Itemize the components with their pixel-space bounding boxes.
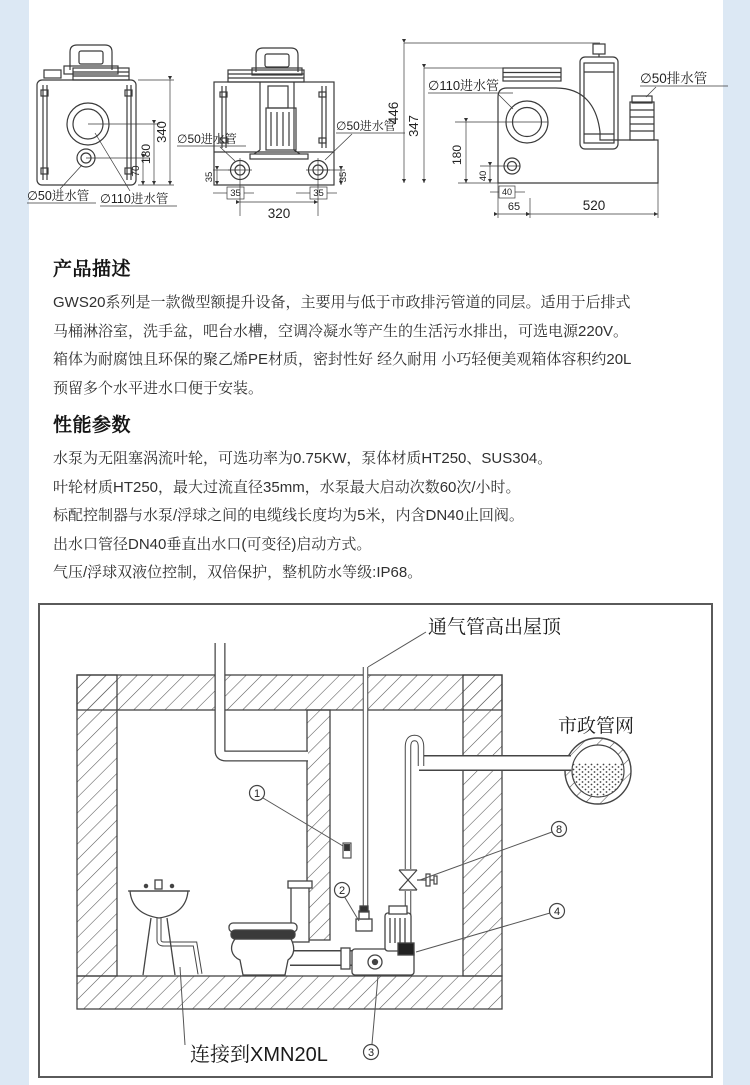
parameter-line: 出水口管径DN40垂直出水口(可变径)启动方式。 xyxy=(53,535,372,553)
callout-1-badge xyxy=(250,786,265,801)
dim-35-left-h: 35 xyxy=(230,188,241,199)
dim-340: 340 xyxy=(154,121,169,143)
callout-8-number: 8 xyxy=(555,824,563,836)
discharge-fitting xyxy=(398,943,414,955)
parameters-title: 性能参数 xyxy=(53,415,132,436)
dim-347: 347 xyxy=(406,115,421,137)
callout-8-badge xyxy=(552,822,567,837)
description-line: 预留多个水平进水口便于安装。 xyxy=(53,379,264,397)
description-title: 产品描述 xyxy=(53,259,132,280)
parameter-line: 标配控制器与水泵/浮球之间的电缆线长度均为5米，内含DN40止回阀。 xyxy=(53,507,524,524)
label-inlet50-right: ∅50进水管 xyxy=(336,119,396,133)
label-inlet50-front: ∅50进水管 xyxy=(27,189,90,203)
description-line: 马桶淋浴室，洗手盆，吧台水槽，空调冷凝水等产生的生活污水排出，可选电源220V。 xyxy=(53,322,629,340)
product-description-section xyxy=(53,254,712,403)
dim-520: 520 xyxy=(582,198,606,213)
side-view-drawing xyxy=(404,43,728,218)
callout-2-badge xyxy=(335,883,350,898)
parameter-line: 气压/浮球双液位控制，双倍保护，整机防水等级:IP68。 xyxy=(53,564,423,581)
callout-2-number: 2 xyxy=(338,885,346,897)
dim-180-side: 180 xyxy=(450,144,464,166)
dim-320: 320 xyxy=(267,206,291,221)
callout-4-number: 4 xyxy=(553,906,561,918)
partition-wall xyxy=(307,710,330,940)
dim-35-left-v: 35 xyxy=(204,171,215,183)
municipal-pipe-section xyxy=(565,738,631,804)
callout-3-number: 3 xyxy=(367,1047,375,1059)
dim-40-v: 40 xyxy=(478,170,489,182)
description-line: 箱体为耐腐蚀且环保的聚乙烯PE材质，密封性好 经久耐用 小巧轻便美观箱体容积约20L xyxy=(53,351,632,368)
label-inlet50-left: ∅50进水管 xyxy=(177,132,237,146)
dim-446: 446 xyxy=(386,101,401,125)
callout-1-number: 1 xyxy=(253,788,261,800)
dim-40-box: 40 xyxy=(501,187,513,197)
description-line: GWS20系列是一款微型额提升设备，主要用与低于市政排污管道的同层。适用于后排式 xyxy=(53,294,631,311)
pipe-flange xyxy=(341,948,350,969)
callout-4-badge xyxy=(550,904,565,919)
toilet-seat xyxy=(231,930,295,939)
label-outlet50-side: ∅50排水管 xyxy=(640,71,708,86)
label-inlet110-front: ∅110进水管 xyxy=(100,192,169,206)
wall-controller xyxy=(343,843,351,858)
parameter-line: 水泵为无阻塞涡流叶轮，可选功率为0.75KW，泵体材质HT250、SUS304。 xyxy=(53,450,553,467)
dim-35-right-v: 35 xyxy=(338,171,349,183)
technical-drawings xyxy=(0,0,750,248)
faucet xyxy=(155,880,162,889)
label-inlet110-side: ∅110进水管 xyxy=(428,78,500,93)
callout-3-badge xyxy=(364,1045,379,1060)
floor xyxy=(77,976,502,1009)
dim-180-front: 180 xyxy=(139,143,153,165)
connect-label: 连接到XMN20L xyxy=(190,1044,328,1066)
municipal-network-label: 市政管网 xyxy=(558,716,635,737)
parameter-line: 叶轮材质HT250，最大过流直径35mm，水泵最大启动次数60次/小时。 xyxy=(53,478,521,496)
dim-65: 65 xyxy=(507,201,521,213)
performance-parameters-section xyxy=(53,410,712,588)
dim-35-right-h: 35 xyxy=(313,188,324,199)
vent-pipe-label: 通气管高出屋顶 xyxy=(428,617,562,638)
installation-diagram xyxy=(38,603,713,1078)
dim-70: 70 xyxy=(131,165,142,177)
